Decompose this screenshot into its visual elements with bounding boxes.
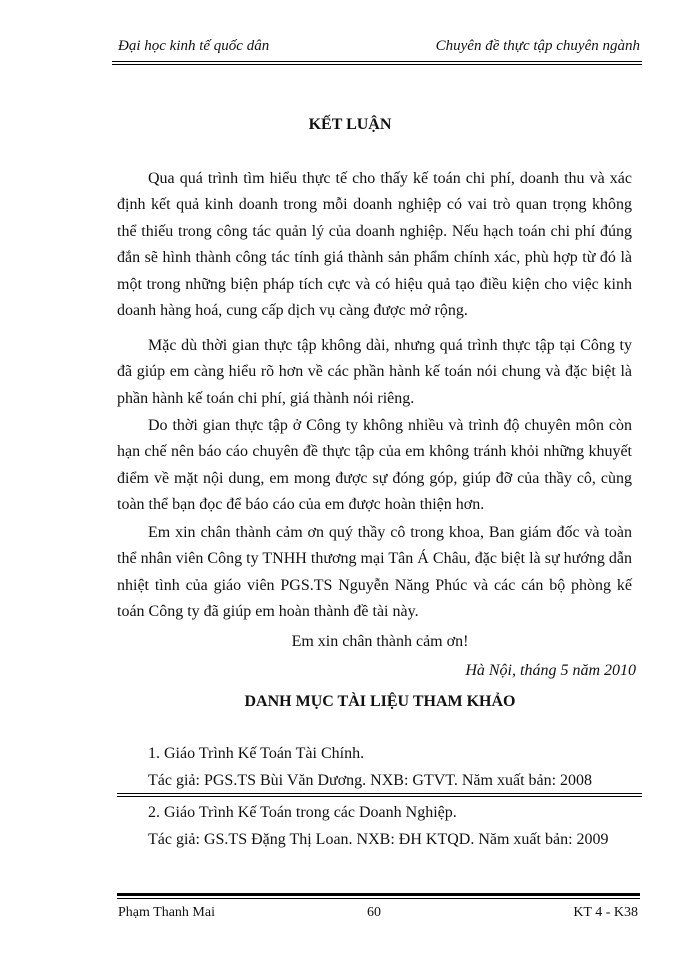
footer-page-number: 60 xyxy=(367,905,381,920)
footer-divider-thin xyxy=(117,898,640,899)
paragraph-text: Em xin chân thành cảm ơn quý thầy cô trong khoa, Ban giám đốc và toàn thể nhân viên Công ty TNHH thương mại Tân Á Châu, đặc biệt là sự hướng dẫn nhiệt tình của giáo viên PGS.TS Nguyễn Năng Phúc và các cán bộ phòng kế toán Công ty đã giúp em hoàn thành đề tài này. xyxy=(117,524,632,621)
conclusion-paragraph-1 xyxy=(117,166,632,324)
header-divider xyxy=(112,61,642,62)
references-divider-thin xyxy=(117,796,642,797)
reference-1-author: Tác giả: PGS.TS Bùi Văn Dương. NXB: GTVT. Năm xuất bản: 2008 xyxy=(148,772,593,789)
header-report-type: Chuyên đề thực tập chuyên ngành xyxy=(435,38,640,54)
conclusion-paragraph-4 xyxy=(117,520,632,626)
footer-author: Phạm Thanh Mai xyxy=(118,905,215,920)
conclusion-title: KẾT LUẬN xyxy=(308,116,392,133)
conclusion-paragraph-3 xyxy=(117,413,632,519)
thanks-line: Em xin chân thành cảm ơn! xyxy=(291,633,469,650)
reference-2-title: 2. Giáo Trình Kế Toán trong các Doanh Nghiệp. xyxy=(148,804,457,821)
paragraph-text: Mặc dù thời gian thực tập không dài, nhưng quá trình thực tập tại Công ty đã giúp em càng hiểu rõ hơn về các phần hành kế toán nói chung và đặc biệt là phần hành kế toán chi phí, giá thành nói riêng. xyxy=(117,337,632,407)
footer-class: KT 4 - K38 xyxy=(573,905,638,920)
header-school: Đại học kinh tế quốc dân xyxy=(118,38,270,54)
paragraph-text: Do thời gian thực tập ở Công ty không nhiều và trình độ chuyên môn còn hạn chế nên báo cáo chuyên đề thực tập của em không tránh khỏi những khuyết điểm về mặt nội dung, em mong được sự đóng góp, giúp đỡ của thầy cô, cùng toàn thể bạn đọc để báo cáo của em được hoàn thiện hơn. xyxy=(117,417,632,514)
reference-2-author: Tác giả: GS.TS Đặng Thị Loan. NXB: ĐH KTQD. Năm xuất bản: 2009 xyxy=(148,831,609,848)
footer-divider xyxy=(117,893,640,896)
reference-1-title: 1. Giáo Trình Kế Toán Tài Chính. xyxy=(148,745,365,762)
date-line: Hà Nội, tháng 5 năm 2010 xyxy=(465,662,636,679)
references-title: DANH MỤC TÀI LIỆU THAM KHẢO xyxy=(244,693,516,710)
references-divider xyxy=(117,793,642,794)
header-divider-thin xyxy=(112,64,642,65)
conclusion-paragraph-2 xyxy=(117,333,632,412)
paragraph-text: Qua quá trình tìm hiểu thực tế cho thấy kế toán chi phí, doanh thu và xác định kết quả kinh doanh trong mỗi doanh nghiệp có vai trò quan trọng không thể thiếu trong công tác quản lý của doanh nghiệp. Nếu hạch toán chi phí đúng đắn sẽ hình thành công tác tính giá thành sản phẩm chính xác, phù hợp từ đó là một trong những biện pháp tích cực và có hiệu quả tạo điều kiện cho việc kinh doanh hàng hoá, cung cấp dịch vụ càng được mở rộng. xyxy=(117,170,632,320)
